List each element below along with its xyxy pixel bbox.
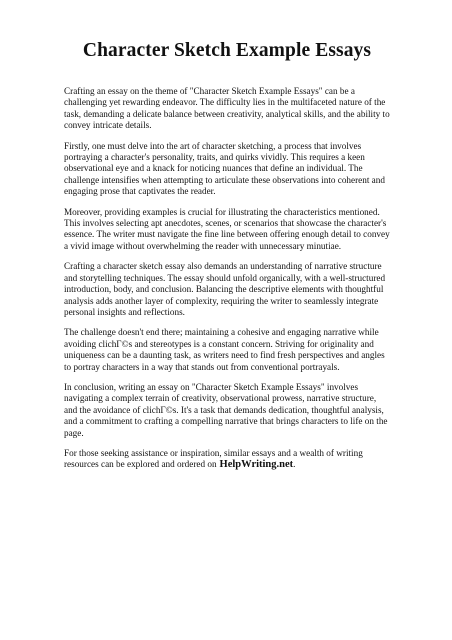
paragraph-conclusion: In conclusion, writing an essay on "Character Sketch Example Essays" involves navigating a complex terrain of creativity, observational prowess, narrative structure, and the avoidance of clichГ©s. It's a task that demands dedication, thoughtful analysis, and a commitment to crafting a compelling narrative that brings characters to life on the page. — [64, 381, 388, 438]
paragraph-firstly: Firstly, one must delve into the art of character sketching, a process that involves portraying a character's personality, traits, and quirks vividly. This requires a keen observational eye and a knack for noticing nuances that define an individual. The challenge intensifies when attempting to articulate these observations into coherent and engaging prose that captivates the reader. — [64, 140, 385, 197]
paragraph-challenge: The challenge doesn't end there; maintaining a cohesive and engaging narrative while avoiding clichГ©s and stereotypes is a constant concern. Striving for originality and uniqueness can be a daunting task, as writers need to find fresh perspectives and angles to portray characters in a way that stands out from conventional portrayals. — [64, 327, 385, 372]
paragraph-moreover: Moreover, providing examples is crucial for illustrating the characteristics mentioned. This involves selecting apt anecdotes, scenes, or scenarios that showcase the character's essence. The writer must navigate the fine line between offering enough detail to convey a vivid image without overwhelming the reader with unnecessary minutiae. — [64, 206, 390, 251]
paragraph-structure: Crafting a character sketch essay also demands an understanding of narrative structure and storytelling techniques. The essay should unfold organically, with a well-structured introduction, body, and conclusion. Balancing the descriptive elements with thoughtful analysis adds another layer of complexity, requiring the writer to seamlessly integrate personal insights and reflections. — [64, 261, 386, 317]
closing-period: . — [293, 459, 296, 470]
closing-text: For those seeking assistance or inspiration, similar essays and a wealth of writing resources can be explored and ordered on — [64, 447, 363, 470]
helpwriting-link[interactable]: HelpWriting.net — [219, 459, 294, 471]
document-title: Character Sketch Example Essays — [82, 40, 372, 61]
paragraph-closing — [64, 448, 390, 471]
paragraph-intro: Crafting an essay on the theme of "Character Sketch Example Essays" can be a challenging yet rewarding endeavor. The difficulty lies in the multifaceted nature of the task, demanding a delicate balance between creativity, analytical skills, and the ability to convey intricate details. — [64, 86, 390, 131]
